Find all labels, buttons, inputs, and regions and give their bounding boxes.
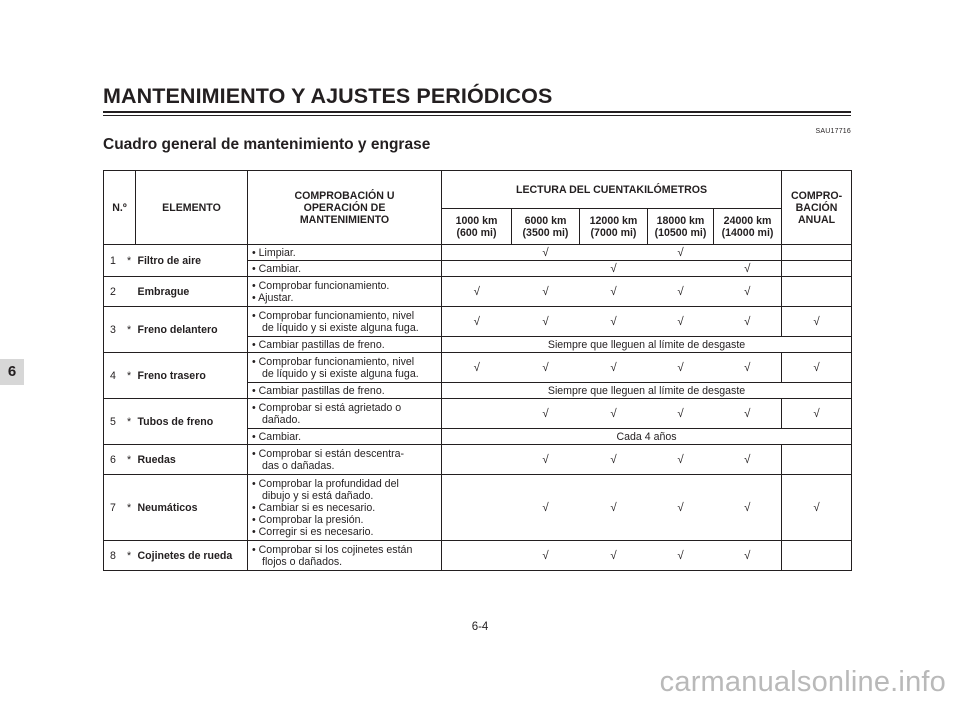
page-number: 6-4 bbox=[471, 621, 489, 633]
check-mark: √ bbox=[512, 541, 580, 571]
item-operation bbox=[248, 337, 442, 353]
item-element: Embrague bbox=[136, 277, 248, 307]
item-element: Freno delantero bbox=[136, 307, 248, 353]
item-asterisk bbox=[123, 277, 136, 307]
interval-km: 6000 km bbox=[524, 214, 567, 227]
header-number: N.º bbox=[104, 171, 136, 245]
reference-code: SAU17716 bbox=[815, 128, 851, 135]
check-mark: √ bbox=[580, 261, 648, 277]
check-mark: √ bbox=[782, 399, 852, 429]
check-mark: √ bbox=[648, 245, 714, 261]
header-operation bbox=[248, 171, 442, 245]
item-asterisk: * bbox=[123, 307, 136, 353]
operation-line: • Cambiar. bbox=[252, 430, 302, 443]
empty-cell bbox=[782, 245, 852, 261]
item-number: 7 bbox=[104, 475, 123, 541]
item-number: 5 bbox=[104, 399, 123, 445]
maintenance-table bbox=[103, 170, 852, 571]
item-operation bbox=[248, 541, 442, 571]
item-operation bbox=[248, 383, 442, 399]
chapter-tab: 6 bbox=[0, 359, 24, 385]
table-row bbox=[104, 445, 852, 475]
check-mark: √ bbox=[714, 261, 782, 277]
operation-line: • Comprobar funcionamiento. bbox=[252, 279, 390, 292]
empty-cell bbox=[782, 261, 852, 277]
check-mark: √ bbox=[580, 353, 648, 383]
operation-line: • Cambiar pastillas de freno. bbox=[252, 384, 385, 397]
item-operation bbox=[248, 277, 442, 307]
interval-note: Cada 4 años bbox=[442, 429, 852, 445]
check-mark: √ bbox=[512, 475, 580, 541]
check-mark: √ bbox=[580, 399, 648, 429]
interval-km: 1000 km bbox=[455, 214, 498, 227]
empty-cell bbox=[648, 261, 714, 277]
check-mark: √ bbox=[580, 475, 648, 541]
check-mark: √ bbox=[512, 445, 580, 475]
empty-cell bbox=[442, 445, 512, 475]
table-row bbox=[104, 399, 852, 429]
header-annual-line: BACIÓN bbox=[795, 201, 838, 214]
check-mark: √ bbox=[648, 353, 714, 383]
interval-mi: (14000 mi) bbox=[721, 226, 774, 239]
check-mark: √ bbox=[648, 399, 714, 429]
item-element: Freno trasero bbox=[136, 353, 248, 399]
item-operation bbox=[248, 429, 442, 445]
item-operation bbox=[248, 261, 442, 277]
check-mark: √ bbox=[782, 307, 852, 337]
item-operation bbox=[248, 307, 442, 337]
empty-cell bbox=[442, 261, 512, 277]
item-number: 1 bbox=[104, 245, 123, 277]
item-asterisk: * bbox=[123, 475, 136, 541]
item-asterisk: * bbox=[123, 541, 136, 571]
empty-cell bbox=[782, 277, 852, 307]
check-mark: √ bbox=[714, 277, 782, 307]
check-mark: √ bbox=[714, 353, 782, 383]
table-row bbox=[104, 353, 852, 383]
interval-mi: (7000 mi) bbox=[590, 226, 637, 239]
operation-line: dañado. bbox=[262, 413, 301, 426]
table-row bbox=[104, 475, 852, 541]
item-operation bbox=[248, 399, 442, 429]
check-mark: √ bbox=[580, 277, 648, 307]
item-number: 4 bbox=[104, 353, 123, 399]
empty-cell bbox=[512, 261, 580, 277]
page-title: MANTENIMIENTO Y AJUSTES PERIÓDICOS bbox=[103, 84, 553, 108]
header-annual bbox=[782, 171, 852, 245]
empty-cell bbox=[442, 541, 512, 571]
check-mark: √ bbox=[648, 277, 714, 307]
operation-line: de líquido y si existe alguna fuga. bbox=[262, 367, 419, 380]
header-annual-line: ANUAL bbox=[798, 213, 836, 226]
operation-line: • Cambiar pastillas de freno. bbox=[252, 338, 385, 351]
operation-line: • Ajustar. bbox=[252, 291, 294, 304]
interval-note: Siempre que lleguen al límite de desgaste bbox=[442, 337, 852, 353]
operation-line: flojos o dañados. bbox=[262, 555, 343, 568]
table-row bbox=[104, 541, 852, 571]
interval-km: 24000 km bbox=[723, 214, 772, 227]
header-annual-line: COMPRO- bbox=[790, 189, 843, 202]
item-element: Filtro de aire bbox=[136, 245, 248, 277]
table-row bbox=[104, 245, 852, 261]
table-row bbox=[104, 307, 852, 337]
header-interval bbox=[512, 209, 580, 245]
title-rule-thin bbox=[103, 115, 851, 116]
check-mark: √ bbox=[442, 277, 512, 307]
operation-line: dibujo y si está dañado. bbox=[262, 489, 374, 502]
check-mark: √ bbox=[512, 245, 580, 261]
check-mark: √ bbox=[714, 475, 782, 541]
item-asterisk: * bbox=[123, 245, 136, 277]
operation-line: • Cambiar si es necesario. bbox=[252, 501, 376, 514]
empty-cell bbox=[782, 541, 852, 571]
interval-mi: (3500 mi) bbox=[522, 226, 569, 239]
check-mark: √ bbox=[714, 399, 782, 429]
check-mark: √ bbox=[512, 353, 580, 383]
empty-cell bbox=[782, 445, 852, 475]
check-mark: √ bbox=[648, 445, 714, 475]
operation-line: • Comprobar si están descentra- bbox=[252, 447, 405, 460]
check-mark: √ bbox=[714, 445, 782, 475]
item-operation bbox=[248, 475, 442, 541]
header-operation-line: MANTENIMIENTO bbox=[299, 213, 390, 226]
item-element: Cojinetes de rueda bbox=[136, 541, 248, 571]
check-mark: √ bbox=[714, 541, 782, 571]
check-mark: √ bbox=[580, 445, 648, 475]
interval-note: Siempre que lleguen al límite de desgaste bbox=[442, 383, 852, 399]
check-mark: √ bbox=[512, 277, 580, 307]
interval-mi: (10500 mi) bbox=[654, 226, 707, 239]
item-asterisk: * bbox=[123, 399, 136, 445]
check-mark: √ bbox=[442, 307, 512, 337]
interval-km: 18000 km bbox=[656, 214, 705, 227]
header-interval bbox=[648, 209, 714, 245]
item-operation bbox=[248, 245, 442, 261]
operation-line: de líquido y si existe alguna fuga. bbox=[262, 321, 419, 334]
section-subtitle: Cuadro general de mantenimiento y engrase bbox=[103, 136, 431, 153]
check-mark: √ bbox=[580, 541, 648, 571]
operation-line: • Comprobar funcionamiento, nivel bbox=[252, 309, 415, 322]
check-mark: √ bbox=[648, 307, 714, 337]
item-operation bbox=[248, 353, 442, 383]
item-asterisk: * bbox=[123, 445, 136, 475]
item-element: Ruedas bbox=[136, 445, 248, 475]
header-interval bbox=[580, 209, 648, 245]
operation-line: • Comprobar si los cojinetes están bbox=[252, 543, 413, 556]
operation-line: das o dañadas. bbox=[262, 459, 335, 472]
check-mark: √ bbox=[648, 475, 714, 541]
check-mark: √ bbox=[782, 353, 852, 383]
check-mark: √ bbox=[782, 475, 852, 541]
operation-line: • Comprobar si está agrietado o bbox=[252, 401, 402, 414]
item-number: 3 bbox=[104, 307, 123, 353]
item-operation bbox=[248, 445, 442, 475]
title-rule bbox=[103, 111, 851, 113]
empty-cell bbox=[442, 475, 512, 541]
operation-line: • Comprobar funcionamiento, nivel bbox=[252, 355, 415, 368]
operation-line: • Corregir si es necesario. bbox=[252, 525, 374, 538]
check-mark: √ bbox=[512, 399, 580, 429]
empty-cell bbox=[442, 399, 512, 429]
check-mark: √ bbox=[580, 307, 648, 337]
operation-line: • Comprobar la presión. bbox=[252, 513, 364, 526]
item-element: Neumáticos bbox=[136, 475, 248, 541]
empty-cell bbox=[442, 245, 512, 261]
empty-cell bbox=[580, 245, 648, 261]
item-number: 8 bbox=[104, 541, 123, 571]
watermark: carmanualsonline.info bbox=[659, 666, 946, 698]
item-number: 2 bbox=[104, 277, 123, 307]
operation-line: • Limpiar. bbox=[252, 246, 296, 259]
empty-cell bbox=[714, 245, 782, 261]
header-interval bbox=[714, 209, 782, 245]
item-asterisk: * bbox=[123, 353, 136, 399]
item-element: Tubos de freno bbox=[136, 399, 248, 445]
check-mark: √ bbox=[512, 307, 580, 337]
header-element: ELEMENTO bbox=[136, 171, 248, 245]
item-number: 6 bbox=[104, 445, 123, 475]
check-mark: √ bbox=[714, 307, 782, 337]
operation-line: • Comprobar la profundidad del bbox=[252, 477, 399, 490]
operation-line: • Cambiar. bbox=[252, 262, 302, 275]
header-interval bbox=[442, 209, 512, 245]
header-odometer: LECTURA DEL CUENTAKILÓMETROS bbox=[442, 171, 782, 209]
check-mark: √ bbox=[648, 541, 714, 571]
check-mark: √ bbox=[442, 353, 512, 383]
header-operation-line: OPERACIÓN DE bbox=[303, 201, 386, 214]
interval-mi: (600 mi) bbox=[456, 226, 497, 239]
header-operation-line: COMPROBACIÓN U bbox=[294, 189, 395, 202]
table-row bbox=[104, 277, 852, 307]
interval-km: 12000 km bbox=[589, 214, 638, 227]
